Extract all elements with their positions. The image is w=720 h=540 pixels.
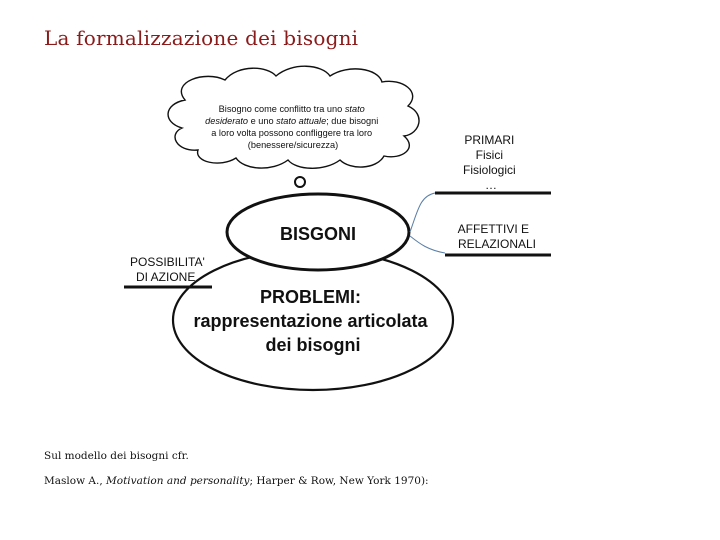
primari-label: PRIMARI Fisici Fisiologici …	[462, 133, 516, 192]
reference-publisher: ; Harper & Row, New York 1970):	[249, 475, 429, 487]
thought-bubble-large	[295, 177, 305, 187]
cloud-text-run: e uno	[248, 116, 277, 126]
cloud-text-run: Bisogno come conflitto tra uno	[218, 104, 345, 114]
cloud-text-run: desiderato	[205, 116, 249, 126]
connector-to-primari	[410, 193, 435, 232]
reference-line-1: Sul modello dei bisogni cfr.	[44, 450, 189, 462]
cloud-line	[211, 128, 372, 138]
bisogni-label: BISGONI	[279, 224, 357, 244]
cloud-line	[205, 116, 378, 126]
reference-book-title: Motivation and personality	[106, 475, 250, 487]
possibilita-label: POSSIBILITA' DI AZIONE	[130, 255, 205, 284]
cloud-line	[219, 104, 365, 114]
slide-title: La formalizzazione dei bisogni	[44, 26, 359, 50]
cloud-text-run: ; due bisogni	[326, 116, 379, 126]
affettivi-label: AFFETTIVI E RELAZIONALI	[457, 222, 537, 251]
connector-to-affettivi	[410, 236, 445, 253]
cloud-text-run: a loro volta possono confliggere tra loro	[211, 128, 373, 138]
cloud-text-run: (benessere/sicurezza)	[247, 140, 339, 150]
cloud-line	[248, 140, 338, 150]
reference-line-2	[44, 475, 429, 487]
problemi-label: PROBLEMI: rappresentazione articolata dei bisogni	[193, 287, 428, 355]
thought-cloud	[168, 66, 419, 168]
cloud-text-run: stato attuale	[276, 116, 327, 126]
cloud-text-run: stato	[344, 104, 365, 114]
reference-author: Maslow A.,	[44, 475, 107, 487]
